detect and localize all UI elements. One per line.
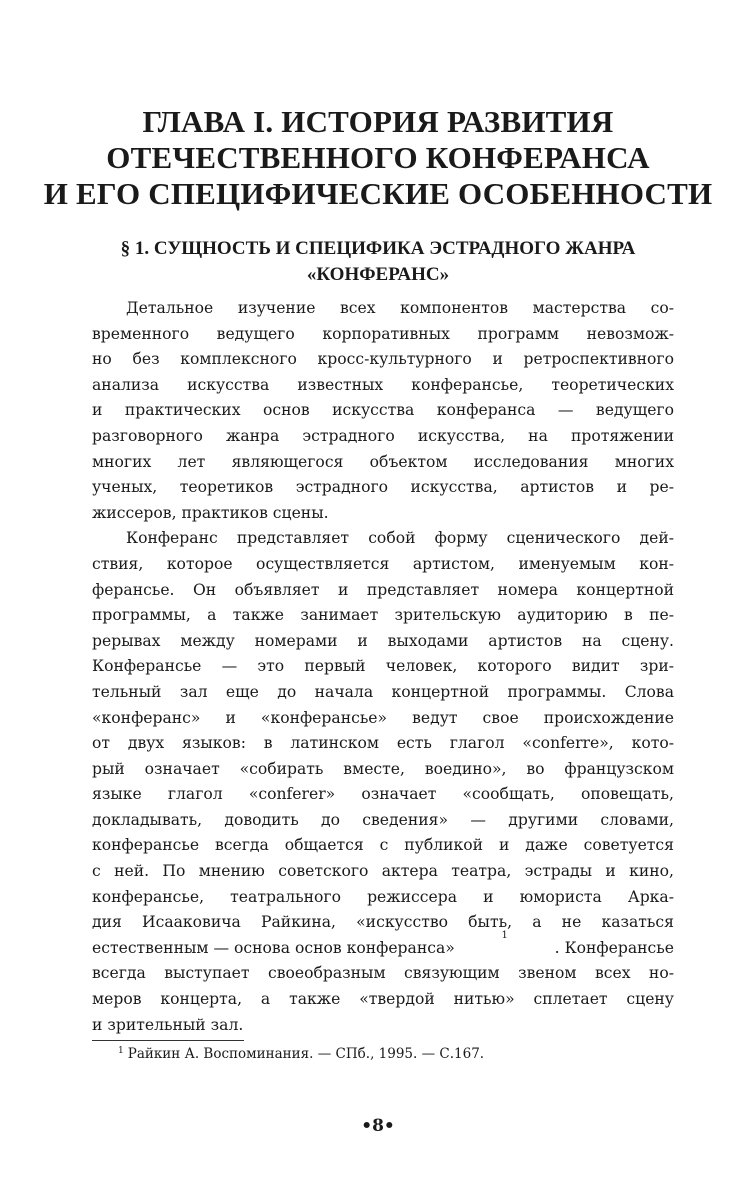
text-line: «конферанс» и «конферансье» ведут свое происхождение xyxy=(92,708,674,727)
footnote xyxy=(118,1045,678,1063)
footnote-text: Райкин А. Воспоминания. — СПб., 1995. — С.167. xyxy=(127,1046,485,1062)
text-line: Детальное изучение всех компонентов мастерства со- xyxy=(126,299,674,317)
text-line: тельный зал еще до начала концертной программы. Слова xyxy=(92,682,674,701)
chapter-title xyxy=(40,104,716,212)
text-line: рерывах между номерами и выходами артистов на сцену. xyxy=(92,631,674,650)
text-line: языке глагол «conferer» означает «сообщать, оповещать, xyxy=(92,785,674,804)
text-line: всегда выступает своеобразным связующим звеном всех но- xyxy=(92,964,674,983)
text-fragment: . Конферансье xyxy=(554,938,674,957)
text-line: ствия, которое осуществляется артистом, именуемым кон- xyxy=(92,554,674,573)
text-line: дия Исааковича Райкина, «искусство быть, а не казаться xyxy=(92,913,674,932)
text-line: от двух языков: в латинском есть глагол «conferre», кото- xyxy=(92,734,674,753)
body-text xyxy=(92,296,674,1038)
text-line: меров концерта, а также «твердой нитью» сплетает сцену xyxy=(92,990,674,1009)
text-fragment: естественным — основа основ конферанса» xyxy=(92,938,455,957)
text-line: ученых, теоретиков эстрадного искусства, артистов и ре- xyxy=(92,478,674,497)
text-line: конферансье, театрального режиссера и юмориста Арка- xyxy=(92,887,674,906)
text-line: временного ведущего корпоративных программ невозмож- xyxy=(92,324,674,343)
section-title-line: «КОНФЕРАНС» xyxy=(306,264,450,285)
text-line: программы, а также занимает зрительскую аудиторию в пе- xyxy=(92,606,674,625)
text-line: ферансье. Он объявляет и представляет номера концертной xyxy=(92,580,674,599)
section-title-line: § 1. СУЩНОСТЬ И СПЕЦИФИКА ЭСТРАДНОГО ЖАНРА xyxy=(120,238,636,259)
text-line: докладывать, доводить до сведения» — другими словами, xyxy=(92,810,674,829)
footnote-number: 1 xyxy=(118,1046,124,1056)
text-line: рый означает «собирать вместе, воедино», во французском xyxy=(92,759,674,778)
footnote-marker: 1 xyxy=(501,929,508,941)
page-number: •8• xyxy=(361,1116,395,1136)
section-title xyxy=(60,236,696,288)
text-line: Конферанс представляет собой форму сценического дей- xyxy=(126,529,674,548)
chapter-title-line: ОТЕЧЕСТВЕННОГО КОНФЕРАНСА xyxy=(106,140,650,175)
text-line: анализа искусства известных конферансье, теоретических xyxy=(92,375,674,394)
text-line-with-footnote xyxy=(92,929,674,962)
text-line: и зрительный зал. xyxy=(92,1015,244,1034)
text-line: разговорного жанра эстрадного искусства, на протяжении xyxy=(92,426,674,445)
text-line: Конферансье — это первый человек, которого видит зри- xyxy=(92,657,674,676)
text-line: многих лет являющегося объектом исследования многих xyxy=(92,452,674,471)
chapter-title-line: ГЛАВА I. ИСТОРИЯ РАЗВИТИЯ xyxy=(142,104,614,139)
footnote-divider xyxy=(92,1040,244,1041)
text-line: и практических основ искусства конферанса — ведущего xyxy=(92,401,674,420)
text-line: с ней. По мнению советского актера театра, эстрады и кино, xyxy=(92,862,674,881)
chapter-title-line: И ЕГО СПЕЦИФИЧЕСКИЕ ОСОБЕННОСТИ xyxy=(43,176,713,211)
text-line: но без комплексного кросс-культурного и ретроспективного xyxy=(92,350,674,369)
text-line: конферансье всегда общается с публикой и даже советуется xyxy=(92,836,674,855)
text-line: жиссеров, практиков сцены. xyxy=(92,503,329,522)
